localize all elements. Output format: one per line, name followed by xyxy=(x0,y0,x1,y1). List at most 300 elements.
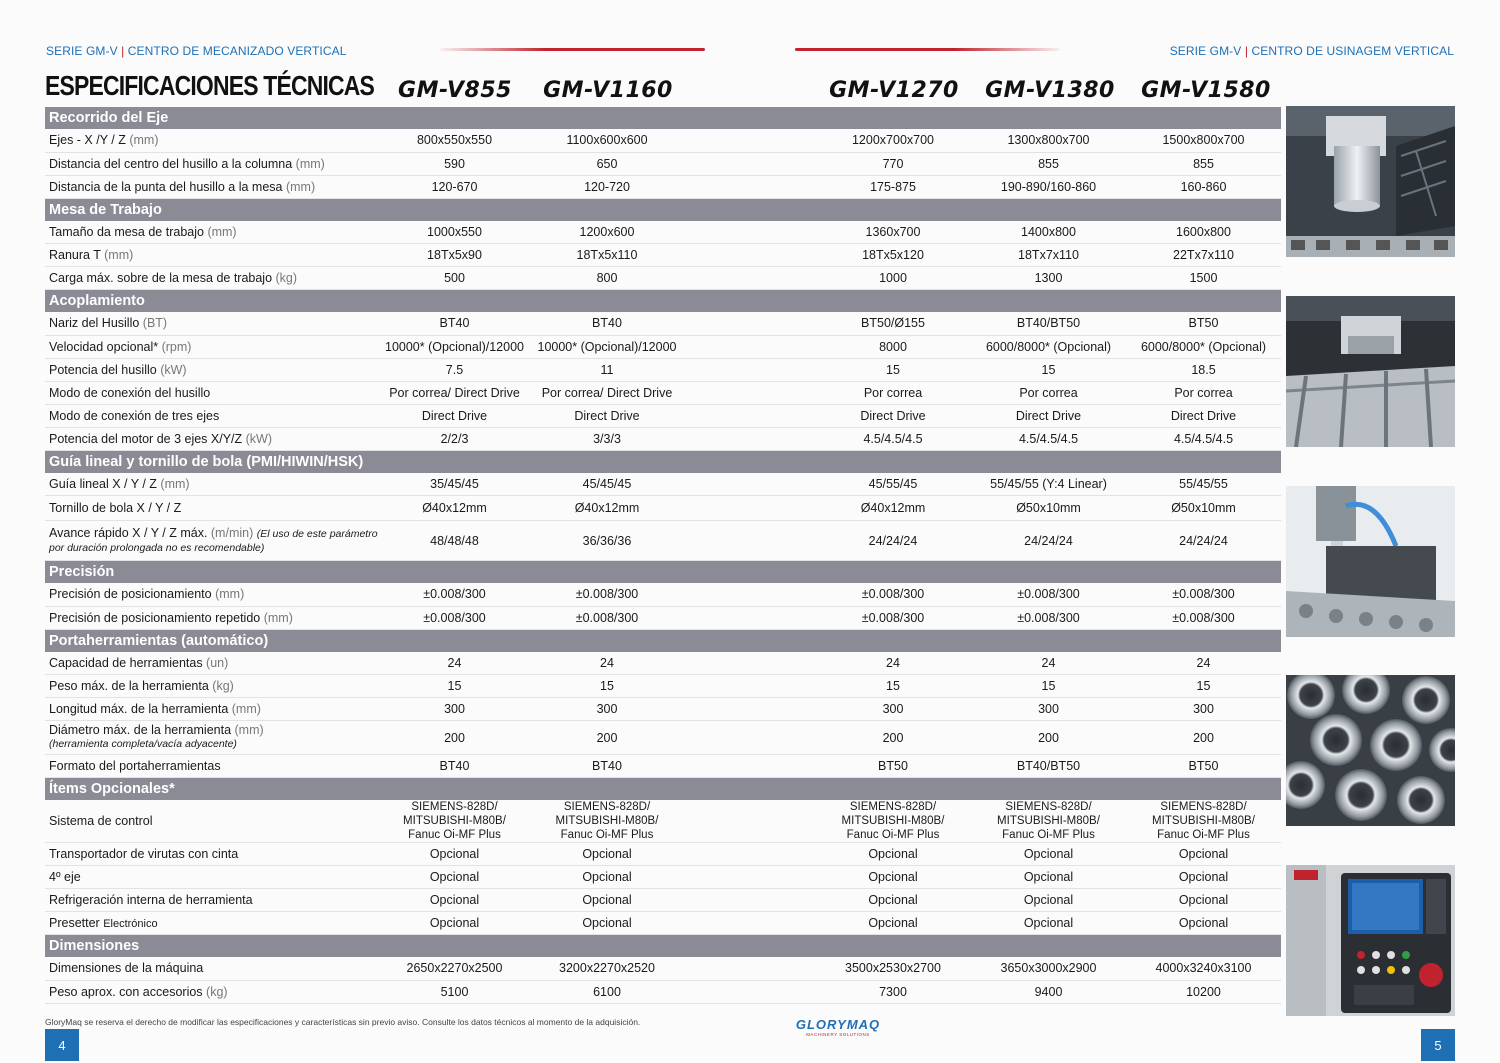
model-name: GM-V1270 xyxy=(829,78,959,103)
label-text: Longitud máx. de la herramienta xyxy=(49,702,232,716)
spec-value: 4.5/4.5/4.5 xyxy=(971,427,1126,450)
model-name: GM-V1160 xyxy=(543,78,673,103)
spec-value: 7300 xyxy=(815,980,971,1003)
spec-row xyxy=(45,381,1281,404)
spec-value: 1360x700 xyxy=(815,221,971,244)
spec-value: Direct Drive xyxy=(379,404,530,427)
spec-value: 24/24/24 xyxy=(815,521,971,561)
spec-value: 24 xyxy=(1126,652,1281,675)
spec-value: Por correa xyxy=(1126,381,1281,404)
spacer-cell xyxy=(684,152,815,175)
logo-subtitle: MACHINERY SOLUTIONS xyxy=(806,1032,870,1037)
label-text: Formato del portaherramientas xyxy=(49,759,221,773)
spec-value: Ø40x12mm xyxy=(379,496,530,521)
spec-value: 1500 xyxy=(1126,267,1281,290)
spec-value: 1600x800 xyxy=(1126,221,1281,244)
unit-text: (mm) xyxy=(104,248,134,262)
section-header xyxy=(45,935,1281,958)
unit-text: (mm) xyxy=(215,587,245,602)
section-title: Recorrido del Eje xyxy=(45,107,1281,129)
spec-value: 24 xyxy=(815,652,971,675)
spacer-cell xyxy=(684,652,815,675)
spec-value: Opcional xyxy=(1126,912,1281,935)
header-separator: | xyxy=(121,44,125,58)
spec-value: Por correa xyxy=(815,381,971,404)
spec-row xyxy=(45,152,1281,175)
label-text: Modo de conexión del husillo xyxy=(49,385,211,400)
spec-label xyxy=(45,152,379,175)
label-text: Capacidad de herramientas xyxy=(49,655,207,670)
spec-value: 55/45/55 xyxy=(1126,473,1281,496)
spec-label xyxy=(45,221,379,244)
spec-value: 175-875 xyxy=(815,175,971,198)
spec-value: 200 xyxy=(530,721,684,755)
control-panel-photo xyxy=(1286,865,1455,1016)
spec-value: BT40 xyxy=(530,312,684,335)
label-text: Sistema de control xyxy=(49,814,153,828)
spec-value: 15 xyxy=(530,675,684,698)
spec-value: ±0.008/300 xyxy=(1126,583,1281,606)
spec-value: 300 xyxy=(1126,698,1281,721)
header-left xyxy=(46,44,347,58)
spec-value: SIEMENS-828D/ MITSUBISHI-M80B/ Fanuc Oi-MF Plus xyxy=(530,800,684,843)
label-note: (El uso de este parámetro por duración prolongada no es recomendable) xyxy=(49,527,378,554)
section-header xyxy=(45,561,1281,584)
unit-text: (kW) xyxy=(245,431,273,446)
spec-value: Opcional xyxy=(379,866,530,889)
spec-value: 4.5/4.5/4.5 xyxy=(815,427,971,450)
spacer-cell xyxy=(684,889,815,912)
label-text: Dimensiones de la máquina xyxy=(49,961,204,976)
spec-value: BT40/BT50 xyxy=(971,755,1126,778)
spec-value: 10000* (Opcional)/12000 xyxy=(379,335,530,358)
spec-row xyxy=(45,335,1281,358)
label-text: Ranura T xyxy=(49,248,105,262)
label-text: Velocidad opcional* xyxy=(49,339,162,354)
spec-row xyxy=(45,129,1281,152)
spec-row xyxy=(45,652,1281,675)
spec-value: Opcional xyxy=(815,866,971,889)
spec-value: 6000/8000* (Opcional) xyxy=(1126,335,1281,358)
section-header xyxy=(45,290,1281,313)
spec-row xyxy=(45,244,1281,267)
unit-text: (kW) xyxy=(160,362,187,377)
spec-value: Ø40x12mm xyxy=(815,496,971,521)
spec-label xyxy=(45,606,379,629)
spec-value: 190-890/160-860 xyxy=(971,175,1126,198)
spec-label xyxy=(45,652,379,675)
spec-value: Opcional xyxy=(1126,866,1281,889)
spec-value: Direct Drive xyxy=(971,404,1126,427)
header-red-line-left xyxy=(440,48,705,51)
spec-value: 1500x800x700 xyxy=(1126,129,1281,152)
spec-value: 1000x550 xyxy=(379,221,530,244)
spacer-cell xyxy=(684,698,815,721)
section-title: Acoplamiento xyxy=(45,290,1281,313)
spec-value: BT40 xyxy=(530,755,684,778)
spacer-cell xyxy=(684,221,815,244)
spec-label xyxy=(45,843,379,866)
spec-value: BT40/BT50 xyxy=(971,312,1126,335)
logo-text: GLORYMAQ xyxy=(795,1017,881,1032)
header-separator: | xyxy=(1244,44,1249,58)
spec-value: 10000* (Opcional)/12000 xyxy=(530,335,684,358)
spec-label xyxy=(45,496,379,521)
spec-value: Ø50x10mm xyxy=(971,496,1126,521)
page-number-right: 5 xyxy=(1421,1029,1455,1061)
spec-value: 800x550x550 xyxy=(379,129,530,152)
spec-label xyxy=(45,912,379,935)
machining-photo xyxy=(1286,486,1455,637)
spacer-cell xyxy=(684,843,815,866)
spec-value: 500 xyxy=(379,267,530,290)
spec-value: SIEMENS-828D/ MITSUBISHI-M80B/ Fanuc Oi-MF Plus xyxy=(971,800,1126,843)
label-text: Tamaño da mesa de trabajo xyxy=(49,224,208,239)
spec-value: 3500x2530x2700 xyxy=(815,957,971,980)
label-text: 4º eje xyxy=(49,870,81,884)
label-text: Distancia del centro del husillo a la columna xyxy=(49,156,296,171)
spec-row xyxy=(45,980,1281,1003)
spec-value: 2650x2270x2500 xyxy=(379,957,530,980)
spec-value: 15 xyxy=(1126,675,1281,698)
spacer-cell xyxy=(684,267,815,290)
spec-value: 120-670 xyxy=(379,175,530,198)
label-text: Presetter xyxy=(49,916,104,930)
spec-value: Opcional xyxy=(530,843,684,866)
unit-text: (kg) xyxy=(212,679,234,693)
spec-row xyxy=(45,521,1281,561)
label-text: Diámetro máx. de la herramienta xyxy=(49,723,235,737)
bearings-photo xyxy=(1286,675,1455,826)
spec-row xyxy=(45,866,1281,889)
spec-value: BT40 xyxy=(379,755,530,778)
label-text: Precisión de posicionamiento repetido xyxy=(49,610,264,625)
spec-value: 770 xyxy=(815,152,971,175)
spec-value: Opcional xyxy=(530,912,684,935)
spec-row xyxy=(45,800,1281,843)
unit-text: (kg) xyxy=(275,271,298,285)
label-text: Guía lineal X / Y / Z xyxy=(49,476,161,491)
spec-label xyxy=(45,404,379,427)
spec-value: Direct Drive xyxy=(815,404,971,427)
spacer-cell xyxy=(684,721,815,755)
header-red-line-right xyxy=(795,48,1060,51)
spec-value: Opcional xyxy=(971,843,1126,866)
spec-row xyxy=(45,583,1281,606)
spec-value: 1400x800 xyxy=(971,221,1126,244)
unit-text: (m/min) xyxy=(210,525,254,540)
spec-value: 55/45/55 (Y:4 Linear) xyxy=(971,473,1126,496)
spacer-cell xyxy=(684,404,815,427)
spec-row xyxy=(45,221,1281,244)
spec-value: 3/3/3 xyxy=(530,427,684,450)
spec-row xyxy=(45,312,1281,335)
spacer-cell xyxy=(684,957,815,980)
section-title: Ítems Opcionales* xyxy=(45,778,1281,801)
spec-value: 8000 xyxy=(815,335,971,358)
spacer-cell xyxy=(684,800,815,843)
spec-label xyxy=(45,335,379,358)
spec-row xyxy=(45,843,1281,866)
spec-value: 200 xyxy=(815,721,971,755)
spec-value: Opcional xyxy=(1126,889,1281,912)
spec-table xyxy=(45,107,1281,1004)
spacer-cell xyxy=(684,521,815,561)
spec-value: 24 xyxy=(379,652,530,675)
spec-label xyxy=(45,721,379,755)
spec-label xyxy=(45,427,379,450)
spec-row xyxy=(45,267,1281,290)
spec-value: Opcional xyxy=(815,912,971,935)
section-title: Mesa de Trabajo xyxy=(45,198,1281,221)
spec-value: Ø50x10mm xyxy=(1126,496,1281,521)
spec-value: 24/24/24 xyxy=(971,521,1126,561)
spec-label xyxy=(45,889,379,912)
spec-row xyxy=(45,175,1281,198)
spec-value: 6100 xyxy=(530,980,684,1003)
spec-value: Opcional xyxy=(379,912,530,935)
spec-value: 3650x3000x2900 xyxy=(971,957,1126,980)
spec-value: 1300 xyxy=(971,267,1126,290)
spacer-cell xyxy=(684,583,815,606)
spec-value: BT50/Ø155 xyxy=(815,312,971,335)
spacer-cell xyxy=(684,335,815,358)
spec-label xyxy=(45,312,379,335)
spec-value: 24/24/24 xyxy=(1126,521,1281,561)
spec-value: BT50 xyxy=(1126,312,1281,335)
spec-label xyxy=(45,583,379,606)
label-text: Nariz del Husillo xyxy=(49,316,143,331)
spec-value: BT50 xyxy=(815,755,971,778)
spec-label xyxy=(45,957,379,980)
spec-value: Opcional xyxy=(815,843,971,866)
spec-row xyxy=(45,473,1281,496)
spec-value: ±0.008/300 xyxy=(971,606,1126,629)
label-text: Potencia del husillo xyxy=(49,362,161,377)
worktable-photo xyxy=(1286,296,1455,447)
spec-row xyxy=(45,404,1281,427)
section-header xyxy=(45,778,1281,801)
spec-value: 4000x3240x3100 xyxy=(1126,957,1281,980)
spec-value: Opcional xyxy=(1126,843,1281,866)
spec-value: 36/36/36 xyxy=(530,521,684,561)
model-name: GM-V1580 xyxy=(1141,78,1271,103)
spec-value: 15 xyxy=(971,675,1126,698)
company-logo xyxy=(793,1017,883,1043)
spec-row xyxy=(45,721,1281,755)
spec-value: 200 xyxy=(379,721,530,755)
spec-value: 24 xyxy=(530,652,684,675)
spec-value: 10200 xyxy=(1126,980,1281,1003)
spec-value: 45/55/45 xyxy=(815,473,971,496)
spec-value: 590 xyxy=(379,152,530,175)
spec-value: 200 xyxy=(971,721,1126,755)
spec-row xyxy=(45,427,1281,450)
spec-value: Ø40x12mm xyxy=(530,496,684,521)
spec-value: SIEMENS-828D/ MITSUBISHI-M80B/ Fanuc Oi-MF Plus xyxy=(815,800,971,843)
spec-value: 24 xyxy=(971,652,1126,675)
spec-value: 45/45/45 xyxy=(530,473,684,496)
spec-value: 300 xyxy=(971,698,1126,721)
unit-text: (mm) xyxy=(295,156,325,171)
spec-value: 120-720 xyxy=(530,175,684,198)
spec-value: Opcional xyxy=(971,912,1126,935)
label-text: Refrigeración interna de herramienta xyxy=(49,893,253,907)
spec-value: 6000/8000* (Opcional) xyxy=(971,335,1126,358)
spec-label xyxy=(45,244,379,267)
spec-value: 1200x600 xyxy=(530,221,684,244)
spec-value: 300 xyxy=(815,698,971,721)
spec-label xyxy=(45,866,379,889)
spec-value: 160-860 xyxy=(1126,175,1281,198)
spacer-cell xyxy=(684,244,815,267)
spec-label xyxy=(45,800,379,843)
spec-value: 22Tx7x110 xyxy=(1126,244,1281,267)
spec-label xyxy=(45,675,379,698)
spec-label xyxy=(45,698,379,721)
spec-value: ±0.008/300 xyxy=(971,583,1126,606)
label-text: Peso máx. de la herramienta xyxy=(49,679,213,693)
spec-value: 9400 xyxy=(971,980,1126,1003)
spec-value: SIEMENS-828D/ MITSUBISHI-M80B/ Fanuc Oi-MF Plus xyxy=(379,800,530,843)
unit-text: (mm) xyxy=(234,723,264,737)
spec-value: Opcional xyxy=(379,843,530,866)
spec-row xyxy=(45,755,1281,778)
spec-value: 15 xyxy=(379,675,530,698)
unit-text: (BT) xyxy=(142,316,168,331)
spec-value: 1000 xyxy=(815,267,971,290)
spacer-cell xyxy=(684,381,815,404)
header-subtitle: CENTRO DE MECANIZADO VERTICAL xyxy=(127,44,347,58)
spec-label xyxy=(45,473,379,496)
spec-value: Direct Drive xyxy=(1126,404,1281,427)
spec-value: Direct Drive xyxy=(530,404,684,427)
spec-row xyxy=(45,889,1281,912)
spec-value: Opcional xyxy=(971,866,1126,889)
spacer-cell xyxy=(684,312,815,335)
spec-label xyxy=(45,521,379,561)
label-text: Avance rápido X / Y / Z máx. xyxy=(49,525,211,540)
spec-value: ±0.008/300 xyxy=(379,606,530,629)
spec-label xyxy=(45,755,379,778)
series-label: SERIE GM-V xyxy=(46,44,118,58)
section-header xyxy=(45,629,1281,652)
section-title: Portaherramientas (automático) xyxy=(45,629,1281,652)
unit-text: (mm) xyxy=(263,610,293,625)
section-title: Dimensiones xyxy=(45,935,1281,958)
spec-value: 18Tx7x110 xyxy=(971,244,1126,267)
spec-value: ±0.008/300 xyxy=(530,583,684,606)
spec-value: ±0.008/300 xyxy=(1126,606,1281,629)
label-text: Distancia de la punta del husillo a la mesa xyxy=(49,179,286,194)
spec-value: Opcional xyxy=(379,889,530,912)
page-number-left: 4 xyxy=(45,1029,79,1061)
spec-label xyxy=(45,980,379,1003)
spacer-cell xyxy=(684,675,815,698)
spec-value: Opcional xyxy=(530,866,684,889)
spec-value: SIEMENS-828D/ MITSUBISHI-M80B/ Fanuc Oi-MF Plus xyxy=(1126,800,1281,843)
spec-value: 2/2/3 xyxy=(379,427,530,450)
unit-text: (rpm) xyxy=(161,339,192,354)
section-header xyxy=(45,198,1281,221)
spec-value: 855 xyxy=(971,152,1126,175)
spec-value: 48/48/48 xyxy=(379,521,530,561)
unit-text: (mm) xyxy=(207,224,237,239)
label-text: Potencia del motor de 3 ejes X/Y/Z xyxy=(49,431,246,446)
label-text: Transportador de virutas con cinta xyxy=(49,847,239,861)
spec-value: ±0.008/300 xyxy=(815,606,971,629)
spec-value: ±0.008/300 xyxy=(530,606,684,629)
model-name: GM-V855 xyxy=(398,78,512,103)
unit-text: (mm) xyxy=(285,179,316,194)
section-title: Precisión xyxy=(45,561,1281,584)
spec-label xyxy=(45,381,379,404)
label-text: Ejes - X /Y / Z xyxy=(49,133,130,148)
unit-text: (kg) xyxy=(206,984,228,999)
spec-value: 15 xyxy=(971,358,1126,381)
spacer-cell xyxy=(684,427,815,450)
spacer-cell xyxy=(684,129,815,152)
spec-value: Opcional xyxy=(815,889,971,912)
spec-value: 855 xyxy=(1126,152,1281,175)
spec-value: Opcional xyxy=(530,889,684,912)
footer-disclaimer: GloryMaq se reserva el derecho de modificar las especificaciones y características sin previo aviso. Consulte los datos técnicos al momento de la adquisición. xyxy=(45,1017,641,1027)
spec-value: 200 xyxy=(1126,721,1281,755)
spec-row xyxy=(45,606,1281,629)
spec-value: BT40 xyxy=(379,312,530,335)
unit-text: (mm) xyxy=(160,476,190,491)
spec-row xyxy=(45,698,1281,721)
spec-value: 11 xyxy=(530,358,684,381)
spec-value: BT50 xyxy=(1126,755,1281,778)
section-header xyxy=(45,450,1281,473)
spec-value: 18Tx5x90 xyxy=(379,244,530,267)
spec-value: 3200x2270x2520 xyxy=(530,957,684,980)
spec-value: 300 xyxy=(530,698,684,721)
spacer-cell xyxy=(684,496,815,521)
spec-value: Por correa/ Direct Drive xyxy=(379,381,530,404)
spec-value: 35/45/45 xyxy=(379,473,530,496)
spec-value: 18.5 xyxy=(1126,358,1281,381)
spec-value: 650 xyxy=(530,152,684,175)
unit-text: (mm) xyxy=(129,133,159,148)
label-note: (herramienta completa/vacía adyacente) xyxy=(49,738,237,750)
spindle-photo xyxy=(1286,106,1455,257)
label-text: Modo de conexión de tres ejes xyxy=(49,408,220,423)
unit-text: (mm) xyxy=(231,702,261,716)
spec-row xyxy=(45,675,1281,698)
label-text: Peso aprox. con accesorios xyxy=(49,984,207,999)
spacer-cell xyxy=(684,866,815,889)
label-suffix: Electrónico xyxy=(103,918,158,930)
spec-label xyxy=(45,129,379,152)
spec-row xyxy=(45,496,1281,521)
spec-value: ±0.008/300 xyxy=(815,583,971,606)
label-text: Tornillo de bola X / Y / Z xyxy=(49,501,182,515)
spec-value: 1100x600x600 xyxy=(530,129,684,152)
spec-value: 18Tx5x110 xyxy=(530,244,684,267)
spacer-cell xyxy=(684,980,815,1003)
spec-value: 18Tx5x120 xyxy=(815,244,971,267)
spec-value: 5100 xyxy=(379,980,530,1003)
model-name: GM-V1380 xyxy=(985,78,1115,103)
spec-value: 1300x800x700 xyxy=(971,129,1126,152)
label-text: Precisión de posicionamiento xyxy=(49,587,216,602)
spacer-cell xyxy=(684,473,815,496)
page-title: ESPECIFICACIONES TÉCNICAS xyxy=(45,70,375,101)
header-right xyxy=(1170,44,1454,58)
spec-value: 15 xyxy=(815,358,971,381)
